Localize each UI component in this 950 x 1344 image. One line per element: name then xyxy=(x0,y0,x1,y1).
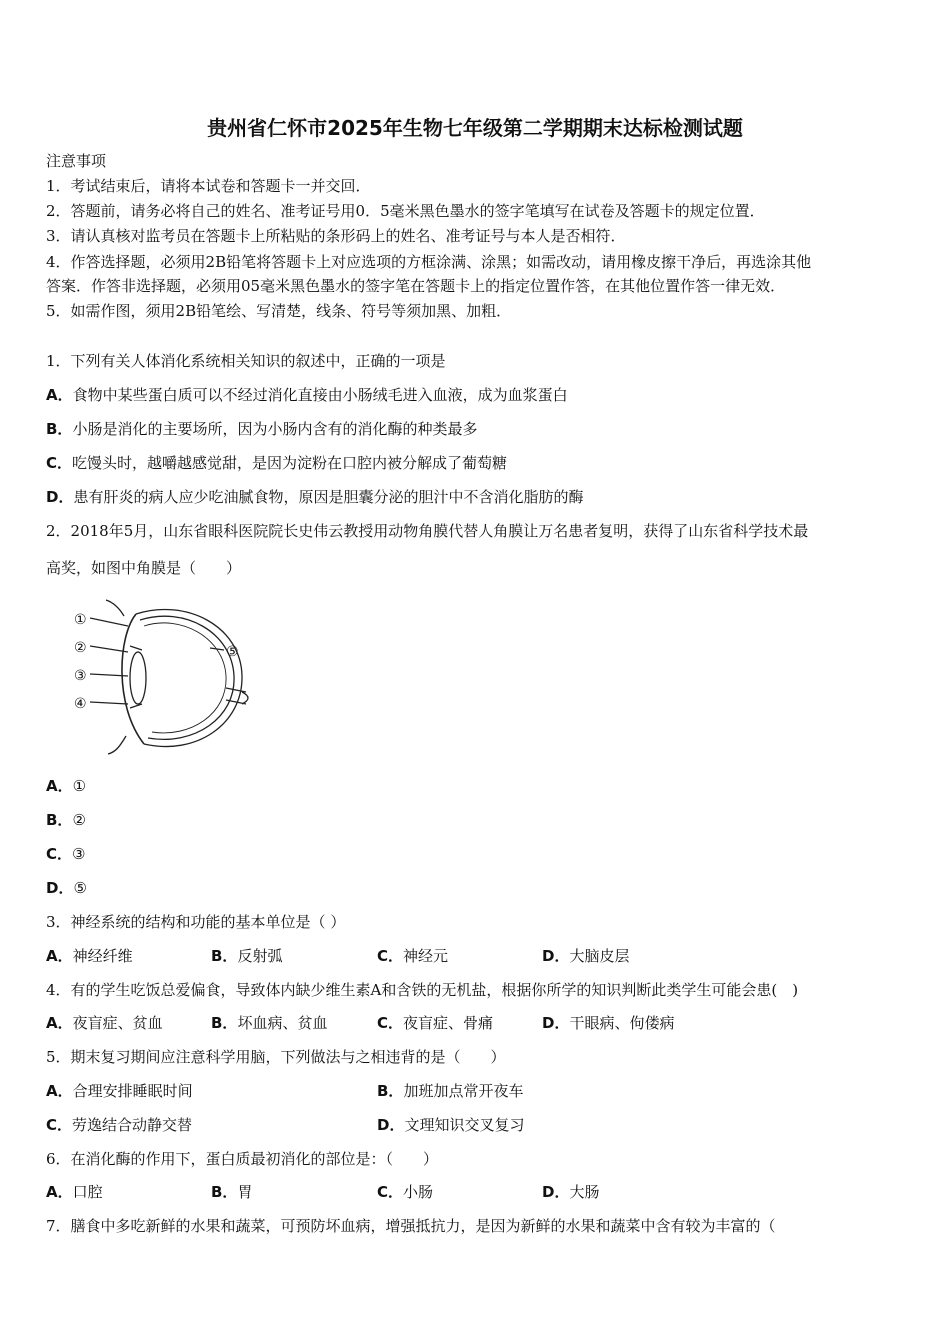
option-text: 加班加点常开夜车 xyxy=(403,1082,524,1100)
question-stem: 2．2018年5月，山东省眼科医院院长史伟云教授用动物角膜代替人角膜让万名患者复明，获得了山东省科学技术最 xyxy=(46,522,809,540)
choroid-outline xyxy=(144,623,226,733)
figure-label-4: ④ xyxy=(74,696,87,712)
iris-bottom xyxy=(130,704,142,708)
leader-line xyxy=(90,702,128,704)
answer-option[interactable] xyxy=(46,453,507,473)
answer-option[interactable] xyxy=(46,946,133,966)
option-text: ② xyxy=(72,811,86,829)
answer-option[interactable] xyxy=(542,1013,674,1033)
option-text: 反射弧 xyxy=(237,947,283,965)
notice-item: 3．请认真核对监考员在答题卡上所粘贴的条形码上的姓名、准考证号与本人是否相符． xyxy=(46,227,626,245)
option-label: B． xyxy=(211,1183,238,1201)
answer-option[interactable] xyxy=(377,1182,433,1202)
notice-item: 答案．作答非选择题，必须用05毫米黑色墨水的签字笔在答题卡上的指定位置作答，在其他位置作答一律无效． xyxy=(46,277,786,295)
question-stem: 6．在消化酶的作用下，蛋白质最初消化的部位是：（ ） xyxy=(46,1150,439,1168)
answer-option[interactable] xyxy=(377,946,448,966)
option-text: 胃 xyxy=(237,1183,253,1201)
muscle-bottom xyxy=(108,736,126,754)
option-label: B． xyxy=(46,811,73,829)
option-label: C． xyxy=(46,1116,73,1134)
option-label: B． xyxy=(377,1082,404,1100)
option-text: 神经纤维 xyxy=(72,947,133,965)
option-label: A． xyxy=(46,777,73,795)
question-stem: 3．神经系统的结构和功能的基本单位是（ ） xyxy=(46,913,346,931)
question-stem: 1．下列有关人体消化系统相关知识的叙述中，正确的一项是 xyxy=(46,352,446,370)
question-stem: 4．有的学生吃饭总爱偏食，导致体内缺少维生素A和含铁的无机盐，根据你所学的知识判断此类学生可能会患( ) xyxy=(46,981,799,999)
notice-item: 2．答题前，请务必将自己的姓名、准考证号用0．5毫米黑色墨水的签字笔填写在试卷及答题卡的规定位置． xyxy=(46,202,765,220)
option-label: A． xyxy=(46,1082,73,1100)
page-title: 贵州省仁怀市2025年生物七年级第二学期期末达标检测试题 xyxy=(207,116,743,140)
option-text: 吃馒头时，越嚼越感觉甜，是因为淀粉在口腔内被分解成了葡萄糖 xyxy=(72,454,508,472)
answer-option[interactable] xyxy=(46,878,87,898)
figure-label-5: ⑤ xyxy=(226,644,239,660)
option-text: 小肠 xyxy=(403,1183,434,1201)
option-text: 大肠 xyxy=(569,1183,600,1201)
iris-top xyxy=(130,646,142,650)
answer-option[interactable] xyxy=(377,1013,493,1033)
option-label: A． xyxy=(46,1014,73,1032)
question-stem: 5．期末复习期间应注意科学用脑，下列做法与之相违背的是（ ） xyxy=(46,1048,506,1066)
answer-option[interactable] xyxy=(46,419,477,439)
option-label: D． xyxy=(542,1183,570,1201)
option-label: C． xyxy=(46,845,73,863)
option-label: D． xyxy=(46,488,74,506)
option-text: ① xyxy=(72,777,87,795)
option-label: C． xyxy=(377,1014,404,1032)
option-text: 夜盲症、贫血 xyxy=(72,1014,163,1032)
answer-option[interactable] xyxy=(46,1081,193,1101)
question-stem-continued: 高奖，如图中角膜是（ ） xyxy=(46,559,242,577)
option-label: B． xyxy=(211,1014,238,1032)
option-text: 夜盲症、骨痛 xyxy=(403,1014,494,1032)
option-label: B． xyxy=(211,947,238,965)
muscle-top xyxy=(106,600,124,616)
option-label: A． xyxy=(46,947,73,965)
answer-option[interactable] xyxy=(46,810,86,830)
notice-item: 1．考试结束后，请将本试卷和答题卡一并交回． xyxy=(46,177,371,195)
option-text: 大脑皮层 xyxy=(569,947,630,965)
option-text: 神经元 xyxy=(403,947,449,965)
option-label: D． xyxy=(46,879,74,897)
answer-option[interactable] xyxy=(211,946,282,966)
notice-heading: 注意事项 xyxy=(46,152,107,170)
question-stem: 7．膳食中多吃新鲜的水果和蔬菜，可预防坏血病，增强抵抗力，是因为新鲜的水果和蔬菜中含有较为丰富的（ xyxy=(46,1217,776,1235)
answer-option[interactable] xyxy=(377,1115,524,1135)
option-label: D． xyxy=(542,947,570,965)
option-text: 食物中某些蛋白质可以不经过消化直接由小肠绒毛进入血液，成为血浆蛋白 xyxy=(72,386,568,404)
eye-diagram xyxy=(66,596,256,758)
cornea-outline xyxy=(122,614,144,744)
answer-option[interactable] xyxy=(46,776,86,796)
leader-line xyxy=(90,646,128,652)
option-text: 劳逸结合动静交替 xyxy=(72,1116,193,1134)
option-text: 患有肝炎的病人应少吃油腻食物，原因是胆囊分泌的胆汁中不含消化脂肪的酶 xyxy=(73,488,584,506)
answer-option[interactable] xyxy=(46,487,583,507)
option-text: 干眼病、佝偻病 xyxy=(569,1014,675,1032)
option-label: C． xyxy=(377,1183,404,1201)
answer-option[interactable] xyxy=(211,1013,327,1033)
option-text: 坏血病、贫血 xyxy=(237,1014,328,1032)
figure-label-1: ① xyxy=(74,612,87,628)
option-text: ⑤ xyxy=(73,879,87,897)
option-text: ③ xyxy=(72,845,86,863)
option-text: 口腔 xyxy=(72,1183,103,1201)
retina-outline xyxy=(140,616,234,739)
answer-option[interactable] xyxy=(211,1182,252,1202)
answer-option[interactable] xyxy=(46,844,85,864)
notice-item: 5．如需作图，须用2B铅笔绘、写清楚，线条、符号等须加黑、加粗． xyxy=(46,302,512,320)
option-label: C． xyxy=(46,454,73,472)
answer-option[interactable] xyxy=(542,1182,599,1202)
answer-option[interactable] xyxy=(46,1013,163,1033)
lens-shape xyxy=(130,652,146,704)
figure-label-3: ③ xyxy=(74,668,87,684)
option-text: 小肠是消化的主要场所，因为小肠内含有的消化酶的种类最多 xyxy=(72,420,478,438)
notice-item: 4．作答选择题，必须用2B铅笔将答题卡上对应选项的方框涂满、涂黑；如需改动，请用橡皮擦干净后，再选涂其他 xyxy=(46,253,812,271)
answer-option[interactable] xyxy=(542,946,629,966)
option-text: 文理知识交叉复习 xyxy=(404,1116,525,1134)
option-label: B． xyxy=(46,420,73,438)
answer-option[interactable] xyxy=(46,385,568,405)
option-label: A． xyxy=(46,1183,73,1201)
answer-option[interactable] xyxy=(46,1182,103,1202)
option-text: 合理安排睡眠时间 xyxy=(72,1082,193,1100)
option-label: C． xyxy=(377,947,404,965)
leader-line xyxy=(90,618,128,626)
option-label: A． xyxy=(46,386,73,404)
figure-label-2: ② xyxy=(74,640,87,656)
option-label: D． xyxy=(542,1014,570,1032)
option-label: D． xyxy=(377,1116,405,1134)
answer-option[interactable] xyxy=(377,1081,523,1101)
answer-option[interactable] xyxy=(46,1115,192,1135)
